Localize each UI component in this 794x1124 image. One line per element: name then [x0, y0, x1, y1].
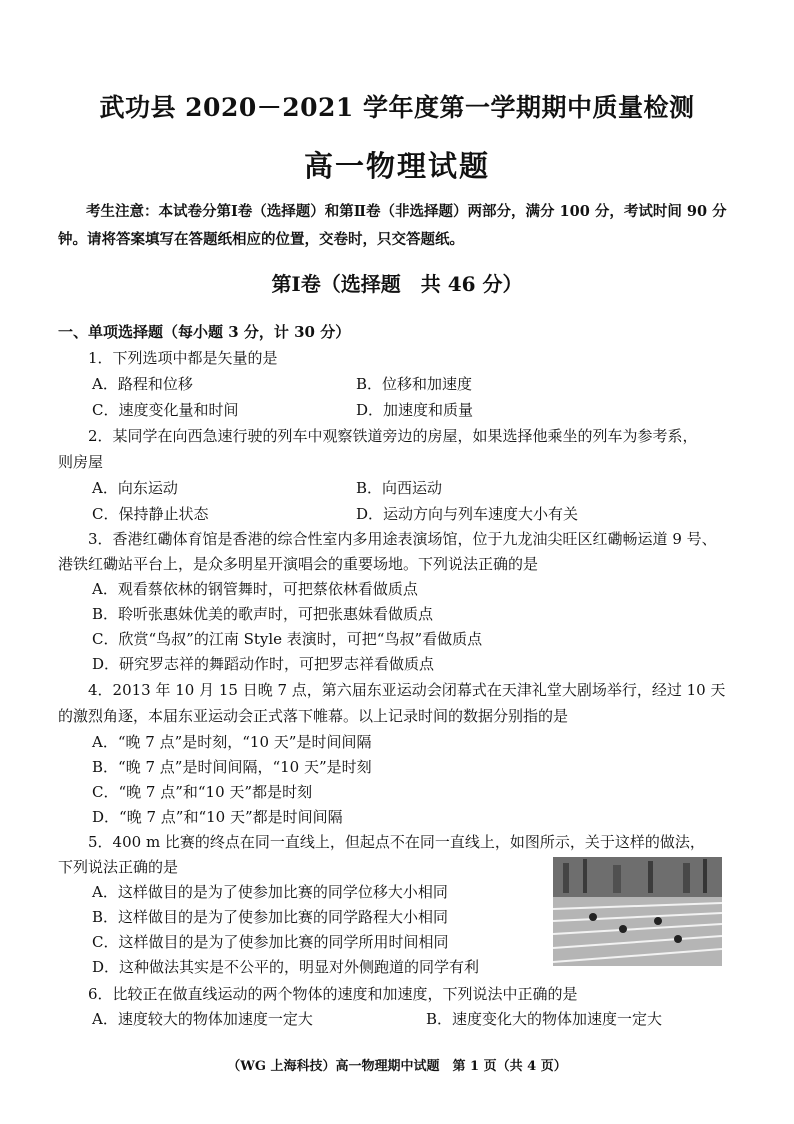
q2-option-a: A．向东运动 [92, 479, 178, 497]
q2-option-d: D．运动方向与列车速度大小有关 [356, 505, 579, 523]
q2-stem: 2．某同学在向西急速行驶的列车中观察铁道旁边的房屋，如果选择他乘坐的列车为参考系， [88, 427, 698, 445]
q6-option-a: A．速度较大的物体加速度一定大 [92, 1010, 313, 1028]
q2-option-b: B．向西运动 [356, 479, 443, 497]
q3-option-d: D．研究罗志祥的舞蹈动作时，可把罗志祥看做质点 [92, 655, 435, 673]
q6-stem: 6．比较正在做直线运动的两个物体的速度和加速度，下列说法中正确的是 [88, 985, 578, 1003]
q5-option-d: D．这种做法其实是不公平的，明显对外侧跑道的同学有利 [92, 958, 480, 976]
part-title: 第Ⅰ卷（选择题 共 46 分） [271, 272, 523, 296]
q1-option-a: A．路程和位移 [92, 375, 193, 393]
q2-option-c: C．保持静止状态 [92, 505, 209, 523]
q4-option-d: D．“晚 7 点”和“10 天”都是时间间隔 [92, 808, 343, 826]
exam-title: 武功县 2020－2021 学年度第一学期期中质量检测 [99, 93, 695, 122]
track-photo [553, 857, 722, 966]
q3-option-b: B．聆听张惠妹优美的歌声时，可把张惠妹看做质点 [92, 605, 434, 623]
candidate-notice: 考生注意：本试卷分第Ⅰ卷（选择题）和第Ⅱ卷（非选择题）两部分，满分 100 分，考试时间 90 分钟。请将答案填写在答题纸相应的位置，交卷时，只交答题纸。 [58, 203, 727, 248]
q4-option-c: C．“晚 7 点”和“10 天”都是时刻 [92, 783, 313, 801]
q5-stem-cont: 下列说法正确的是 [58, 858, 179, 876]
page-footer: （WG 上海科技）高一物理期中试题 第 1 页（共 4 页） [227, 1059, 567, 1074]
q4-stem-cont: 的激烈角逐，本届东亚运动会正式落下帷幕。以上记录时间的数据分别指的是 [58, 707, 569, 725]
q5-option-c: C．这样做目的是为了使参加比赛的同学所用时间相同 [92, 933, 449, 951]
q5-option-b: B．这样做目的是为了使参加比赛的同学路程大小相同 [92, 908, 449, 926]
q3-stem-cont: 港铁红磡站平台上，是众多明星开演唱会的重要场地。下列说法正确的是 [58, 555, 539, 573]
q1-option-d: D．加速度和质量 [356, 401, 474, 419]
q1-option-c: C．速度变化量和时间 [92, 401, 239, 419]
section-heading: 一、单项选择题（每小题 3 分，计 30 分） [58, 323, 351, 341]
exam-subtitle: 高一物理试题 [303, 149, 490, 183]
q6-option-b: B．速度变化大的物体加速度一定大 [426, 1010, 663, 1028]
q4-stem: 4．2013 年 10 月 15 日晚 7 点，第六届东亚运动会闭幕式在天津礼堂大剧场举行，经过 10 天 [88, 681, 726, 699]
q4-option-a: A．“晚 7 点”是时刻，“10 天”是时间间隔 [92, 733, 372, 751]
q2-stem-cont: 则房屋 [58, 453, 104, 471]
q3-option-a: A．观看蔡依林的钢管舞时，可把蔡依林看做质点 [92, 580, 418, 598]
q5-option-a: A．这样做目的是为了使参加比赛的同学位移大小相同 [92, 883, 448, 901]
q3-stem: 3．香港红磡体育馆是香港的综合性室内多用途表演场馆，位于九龙油尖旺区红磡畅运道 9 号、 [88, 530, 717, 548]
q3-option-c: C．欣赏“鸟叔”的江南 Style 表演时，可把“鸟叔”看做质点 [92, 630, 483, 648]
q1-option-b: B．位移和加速度 [356, 375, 473, 393]
q1-stem: 1．下列选项中都是矢量的是 [88, 349, 278, 367]
q4-option-b: B．“晚 7 点”是时间间隔，“10 天”是时刻 [92, 758, 372, 776]
q5-stem: 5．400 m 比赛的终点在同一直线上，但起点不在同一直线上，如图所示，关于这样的做法， [88, 833, 705, 851]
